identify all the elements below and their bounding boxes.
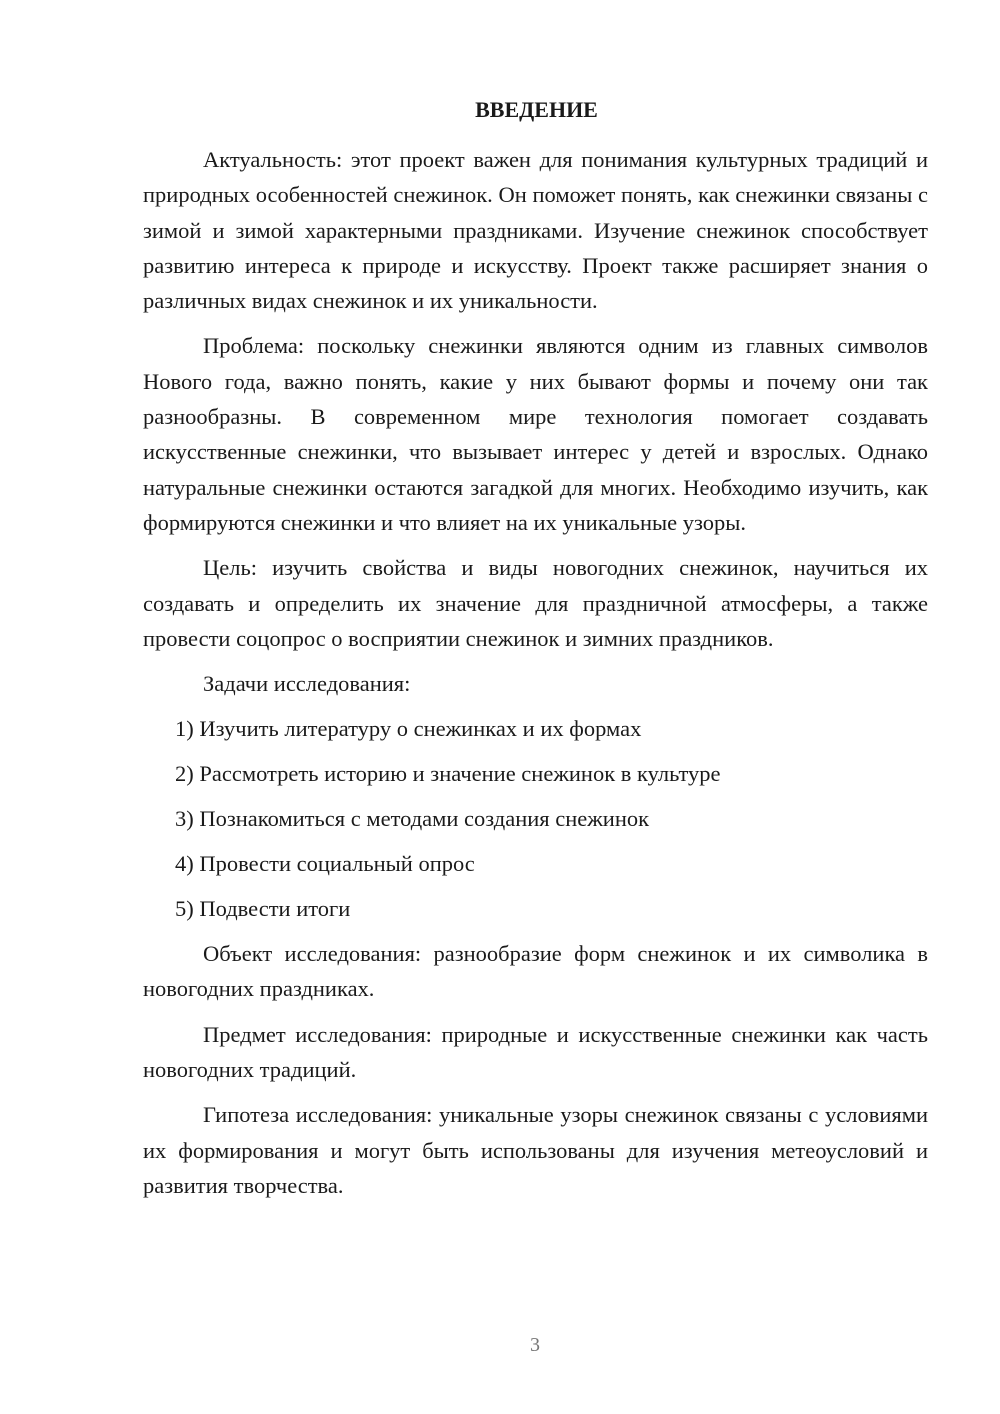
page-title: ВВЕДЕНИЕ <box>475 97 598 122</box>
task-item: 4) Провести социальный опрос <box>175 851 475 877</box>
object-paragraph: Объект исследования: разнообразие форм снежинок и их символика в новогодних праздниках. <box>143 941 928 1002</box>
goal-paragraph: Цель: изучить свойства и виды новогодних снежинок, научиться их создавать и определить их значение для праздничной атмосферы, а также провести соцопрос о восприятии снежинок и зимних праздников. <box>143 555 928 651</box>
task-item: 1) Изучить литературу о снежинках и их формах <box>175 716 642 742</box>
task-item: 2) Рассмотреть историю и значение снежинок в культуре <box>175 761 721 787</box>
problem-paragraph: Проблема: поскольку снежинки являются одним из главных символов Нового года, важно понять, какие у них бывают формы и почему они так разнообразны. В современном мире технология помогает создавать искусственные снежинки, что вызывает интерес у детей и взрослых. Однако натуральные снежинки остаются загадкой для многих. Необходимо изучить, как формируются снежинки и что влияет на их уникальные узоры. <box>143 333 928 535</box>
task-item: 5) Подвести итоги <box>175 896 351 922</box>
page-number: 3 <box>530 1334 540 1356</box>
subject-paragraph: Предмет исследования: природные и искусственные снежинки как часть новогодних традиций. <box>143 1021 928 1083</box>
hypothesis-paragraph: Гипотеза исследования: уникальные узоры снежинок связаны с условиями их формирования и могут быть использованы для изучения метеоусловий и развития творчества. <box>143 1102 928 1198</box>
tasks-heading: Задачи исследования: <box>203 671 411 697</box>
relevance-paragraph: Актуальность: этот проект важен для понимания культурных традиций и природных особенностей снежинок. Он поможет понять, как снежинки связаны с зимой и зимой характерными праздниками. Изучение снежинок способствует развитию интереса к природе и искусству. Проект также расширяет знания о различных видах снежинок и их уникальности. <box>143 147 928 314</box>
task-list <box>143 711 928 926</box>
document-content <box>143 92 928 1203</box>
task-item: 3) Познакомиться с методами создания снежинок <box>175 806 650 832</box>
